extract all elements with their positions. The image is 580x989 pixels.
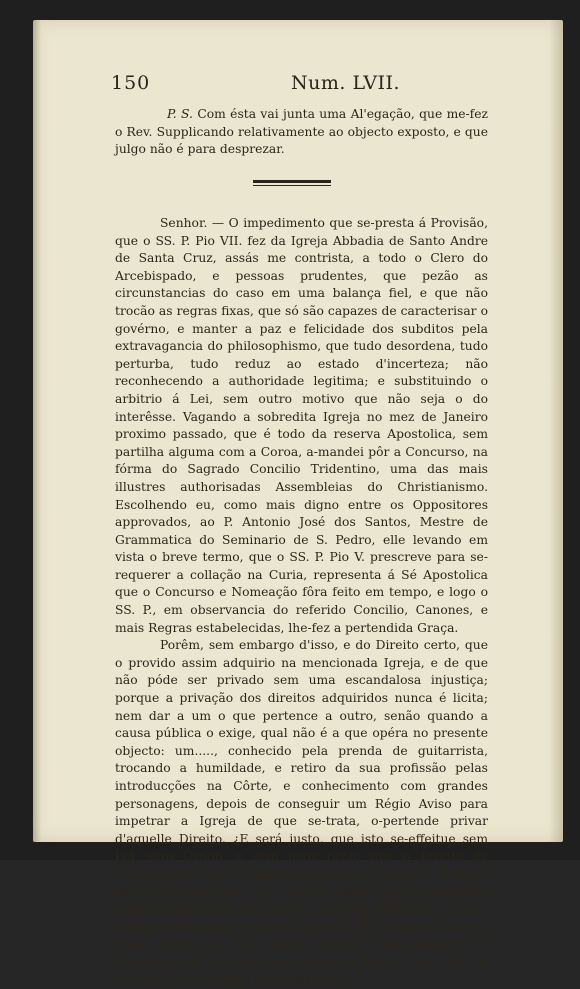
postscript-paragraph	[115, 106, 488, 159]
letter-body	[115, 215, 488, 989]
gutter-shadow	[33, 20, 41, 842]
running-head: Num. LVII.	[291, 72, 401, 94]
page-edge-shadow	[549, 20, 563, 842]
page-header	[33, 72, 563, 102]
postscript-text: Com ésta vai junta uma Al'egação, que me-fez o Rev. Supplicando relativamente ao objecto exposto, e que julgo não é para desprezar.	[115, 107, 488, 157]
divider-thin-rule	[253, 185, 331, 186]
body-paragraph-1: Senhor. — O impedimento que se-presta á Provisão, que o SS. P. Pio VII. fez da Igreja Abbadia de Santo Andre de Santa Cruz, assás me contrista, a todo o Clero do Arcebispado, e pessoas prudentes, que pezão as circunstancias do caso em uma balança fiel, e que não trocão as regras fixas, que só são capazes de caracterisar o govérno, e manter a paz e felicidade dos subditos pela extravagancia do philosophismo, que tudo desordena, tudo perturba, tudo reduz ao estado d'incerteza; não reconhecendo a authoridade legitima; e substituindo o arbitrio á Lei, sem outro motivo que não seja o do interêsse. Vagando a sobredita Igreja no mez de Janeiro proximo passado, que é todo da reserva Apostolica, sem partilha alguma com a Coroa, a-mandei pôr a Concurso, na fórma do Sagrado Concilio Tridentino, uma das mais illustres authorisadas Assembleias do Christianismo. Escolhendo eu, como mais digno entre os Oppositores approvados, ao P. Antonio José dos Santos, Mestre de Grammatica do Seminario de S. Pedro, elle levando em vista o breve termo, que o SS. P. Pio V. prescreve para se-requerer a collação na Curia, representa á Sé Apostolica que o Concurso e Nomeação fôra feito em tempo, e logo o SS. P., em observancia do referido Concilio, Canones, e mais Regras estabelecidas, lhe-fez a pertendida Graça.	[115, 216, 488, 635]
postscript-label: P. S.	[167, 107, 193, 121]
page-number: 150	[111, 72, 151, 94]
divider-thick-rule	[253, 180, 331, 183]
body-paragraph-2: Porêm, sem embargo d'isso, e do Direito certo, que o provido assim adquirio na mencionada Igreja, e de que não póde ser privado sem uma escandalosa injustiça; porque a privação dos direitos adquiridos nunca é licita; nem dar a um o que pertence a outro, senão quando a causa pública o exige, qual não é a que opéra no presente objecto: um....., conhecido pela prenda de guitarrista, trocando a humildade, e retiro da sua profissão pelas introducções na Côrte, e conhecimento com grandes personagens, depois de conseguir um Régio Aviso para impetrar a Igreja de que se-trata, o-pertende privar d'aquelle Direito. ¿E será justo, que isto se-effeitue sem Lei, sem Canon, e sem mais razão que o Direito de condescender com o interêsse particular, e com a vontade de um Ecclesiastico, que deverá saber que a Escriptura Santa o-representa indigno do Lugar de Pastor, por querer entrar pelo postigo, e não pela porta? ¿E será justo, torno a dizer, que por este unico motivo se-sacrifiquem á Resolução da illustre Assembleia de Trento, as Leis, os Canones, a Disciplina Ecclesiastica, e	[115, 638, 488, 987]
section-divider	[253, 180, 331, 188]
